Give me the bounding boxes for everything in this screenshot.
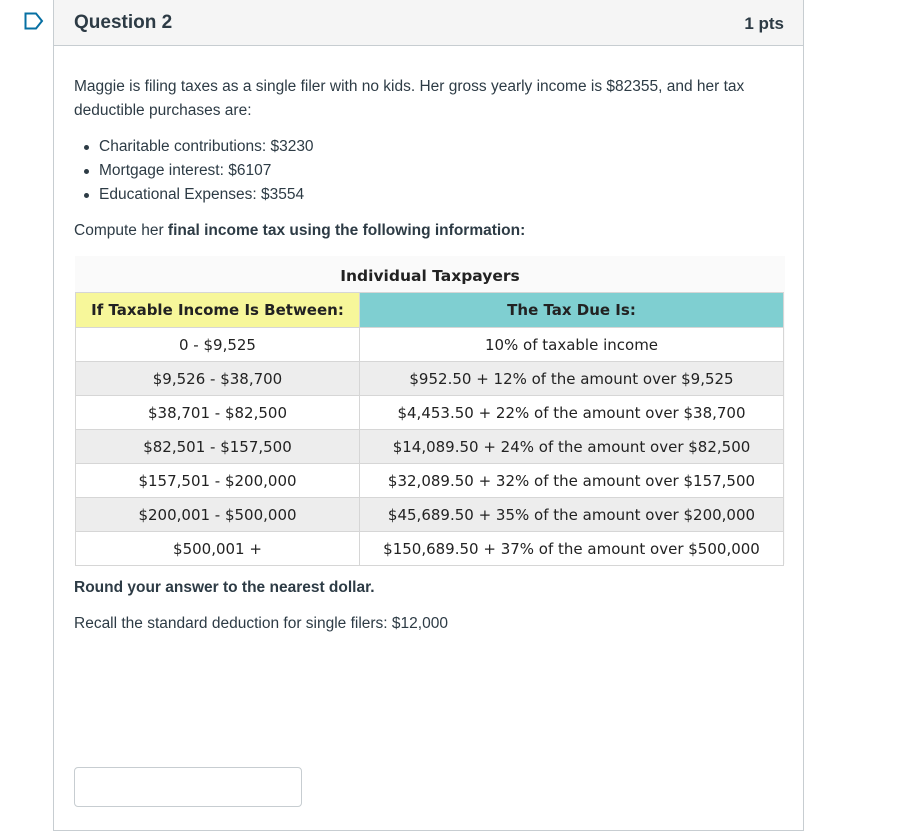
question-intro: Maggie is filing taxes as a single filer with no kids. Her gross yearly income is $82355, and her tax deductible purchases are: [74, 78, 745, 119]
table-row [76, 328, 784, 362]
table-row [76, 464, 784, 498]
round-note [74, 576, 774, 600]
answer-input[interactable] [74, 767, 302, 807]
income-range-cell: 0 - $9,525 [76, 328, 360, 362]
tax-due-cell: $32,089.50 + 32% of the amount over $157,500 [360, 464, 784, 498]
tax-due-cell: $150,689.50 + 37% of the amount over $500,000 [360, 532, 784, 566]
tax-due-cell: 10% of taxable income [360, 328, 784, 362]
question-title: Question 2 [74, 12, 173, 33]
header-income-range: If Taxable Income Is Between: [76, 293, 360, 328]
deductions-list [74, 135, 314, 207]
tax-due-cell: $952.50 + 12% of the amount over $9,525 [360, 362, 784, 396]
tax-table-image [75, 256, 785, 564]
income-range-cell: $157,501 - $200,000 [76, 464, 360, 498]
header-tax-due: The Tax Due Is: [360, 293, 784, 328]
table-row [76, 430, 784, 464]
list-item: Educational Expenses: $3554 [74, 183, 314, 207]
table-row [76, 532, 784, 566]
question-card [53, 0, 804, 831]
table-row [76, 362, 784, 396]
question-header [54, 0, 803, 46]
table-row [76, 498, 784, 532]
list-item: Charitable contributions: $3230 [74, 135, 314, 159]
income-range-cell: $82,501 - $157,500 [76, 430, 360, 464]
tax-due-cell: $14,089.50 + 24% of the amount over $82,500 [360, 430, 784, 464]
income-range-cell: $9,526 - $38,700 [76, 362, 360, 396]
tax-table-title: Individual Taxpayers [340, 267, 520, 285]
table-row [76, 396, 784, 430]
list-item: Mortgage interest: $6107 [74, 159, 314, 183]
table-header-row [76, 293, 784, 328]
income-range-cell: $500,001 + [76, 532, 360, 566]
tax-due-cell: $4,453.50 + 22% of the amount over $38,700 [360, 396, 784, 430]
compute-prefix: Compute her [74, 222, 168, 239]
tax-table [75, 292, 784, 566]
round-note-text: Round your answer to the nearest dollar. [74, 579, 375, 596]
compute-instruction [74, 219, 774, 243]
question-points: 1 pts [744, 14, 784, 33]
income-range-cell: $200,001 - $500,000 [76, 498, 360, 532]
recall-note: Recall the standard deduction for single filers: $12,000 [74, 615, 448, 632]
income-range-cell: $38,701 - $82,500 [76, 396, 360, 430]
bookmark-flag-icon[interactable] [24, 12, 44, 30]
compute-bold: final income tax using the following information: [167, 222, 526, 239]
tax-due-cell: $45,689.50 + 35% of the amount over $200,000 [360, 498, 784, 532]
